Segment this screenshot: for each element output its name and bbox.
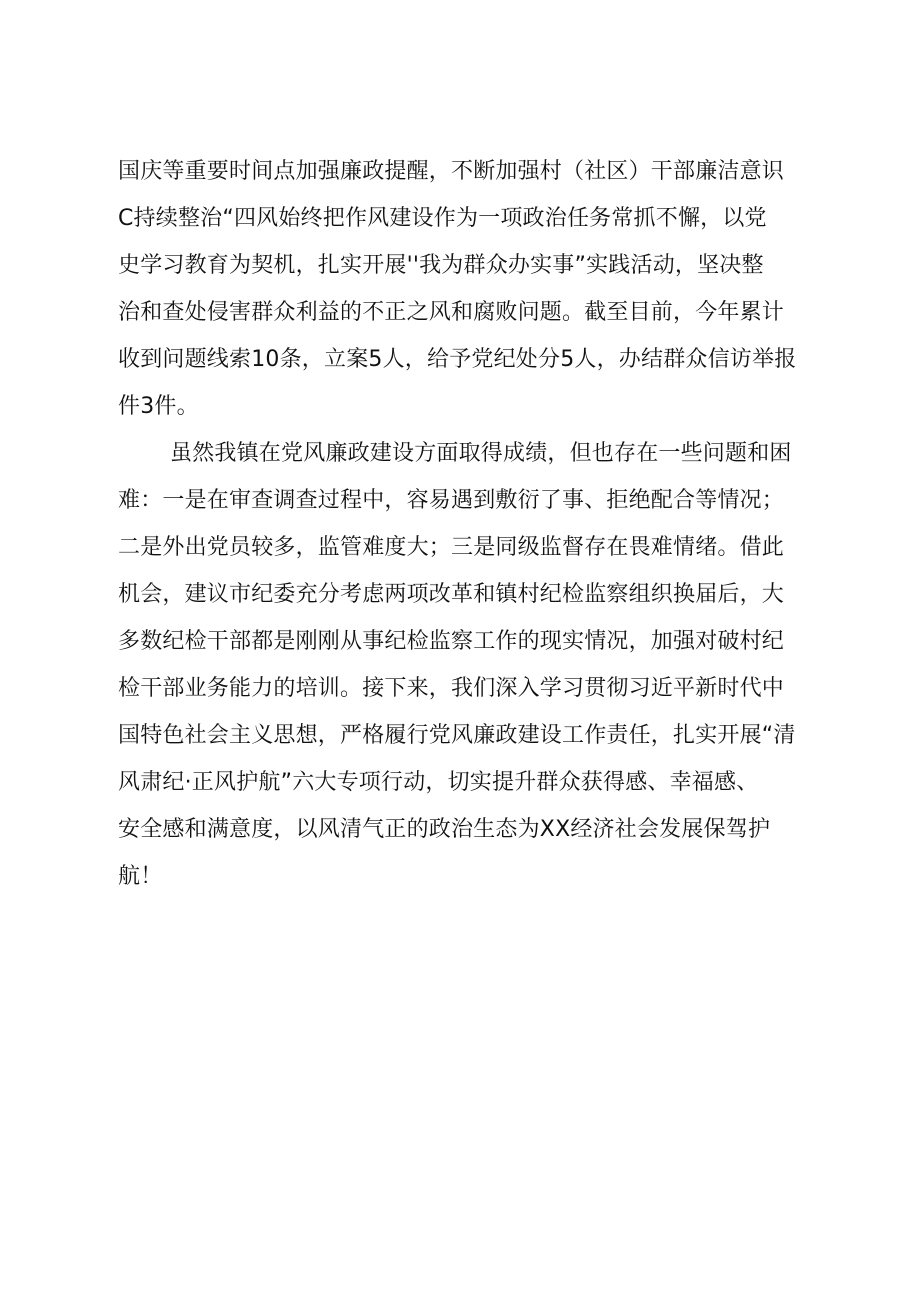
paragraph-2 xyxy=(118,430,824,900)
paragraph-1-line: 国庆等重要时间点加强廉政提醒，不断加强村（社区）干部廉洁意识 xyxy=(118,159,785,184)
paragraph-2-line: 虽然我镇在党风廉政建设方面取得成绩，但也存在一些问题和困 xyxy=(170,441,792,466)
paragraph-2-line: 难：一是在审查调查过程中，容易遇到敷衍了事、拒绝配合等情况； xyxy=(118,488,785,513)
paragraph-2-line: 机会，建议市纪委充分考虑两项改革和镇村纪检监察组织换届后，大 xyxy=(118,582,785,607)
paragraph-2-line: 航！ xyxy=(118,864,163,889)
paragraph-1-line: C持续整治“四风始终把作风建设作为一项政治任务常抓不懈，以党 xyxy=(118,206,767,231)
paragraph-2-line: 安全感和满意度，以风清气正的政治生态为XX经济社会发展保驾护 xyxy=(118,817,771,842)
paragraph-2-line: 多数纪检干部都是刚刚从事纪检监察工作的现实情况，加强对破村纪 xyxy=(118,629,785,654)
paragraph-2-line: 二是外出党员较多，监管难度大；三是同级监督存在畏难情绪。借此 xyxy=(118,535,785,560)
paragraph-1-line: 治和查处侵害群众利益的不正之风和腐败问题。截至目前，今年累计 xyxy=(118,300,785,325)
paragraph-1-line: 件3件。 xyxy=(118,394,199,419)
paragraph-1 xyxy=(118,148,824,430)
paragraph-1-line: 收到问题线索10条，立案5人，给予党纪处分5人，办结群众信访举报 xyxy=(118,347,797,372)
document-body xyxy=(118,148,824,900)
paragraph-1-line: 史学习教育为契机，扎实开展''我为群众办实事”实践活动，坚决整 xyxy=(118,253,764,278)
paragraph-2-line: 国特色社会主义思想，严格履行党风廉政建设工作责任，扎实开展“清 xyxy=(118,723,796,748)
paragraph-2-line: 风肃纪·正风护航”六大专项行动，切实提升群众获得感、幸福感、 xyxy=(118,770,759,795)
paragraph-2-line: 检干部业务能力的培训。接下来，我们深入学习贯彻习近平新时代中 xyxy=(118,676,785,701)
